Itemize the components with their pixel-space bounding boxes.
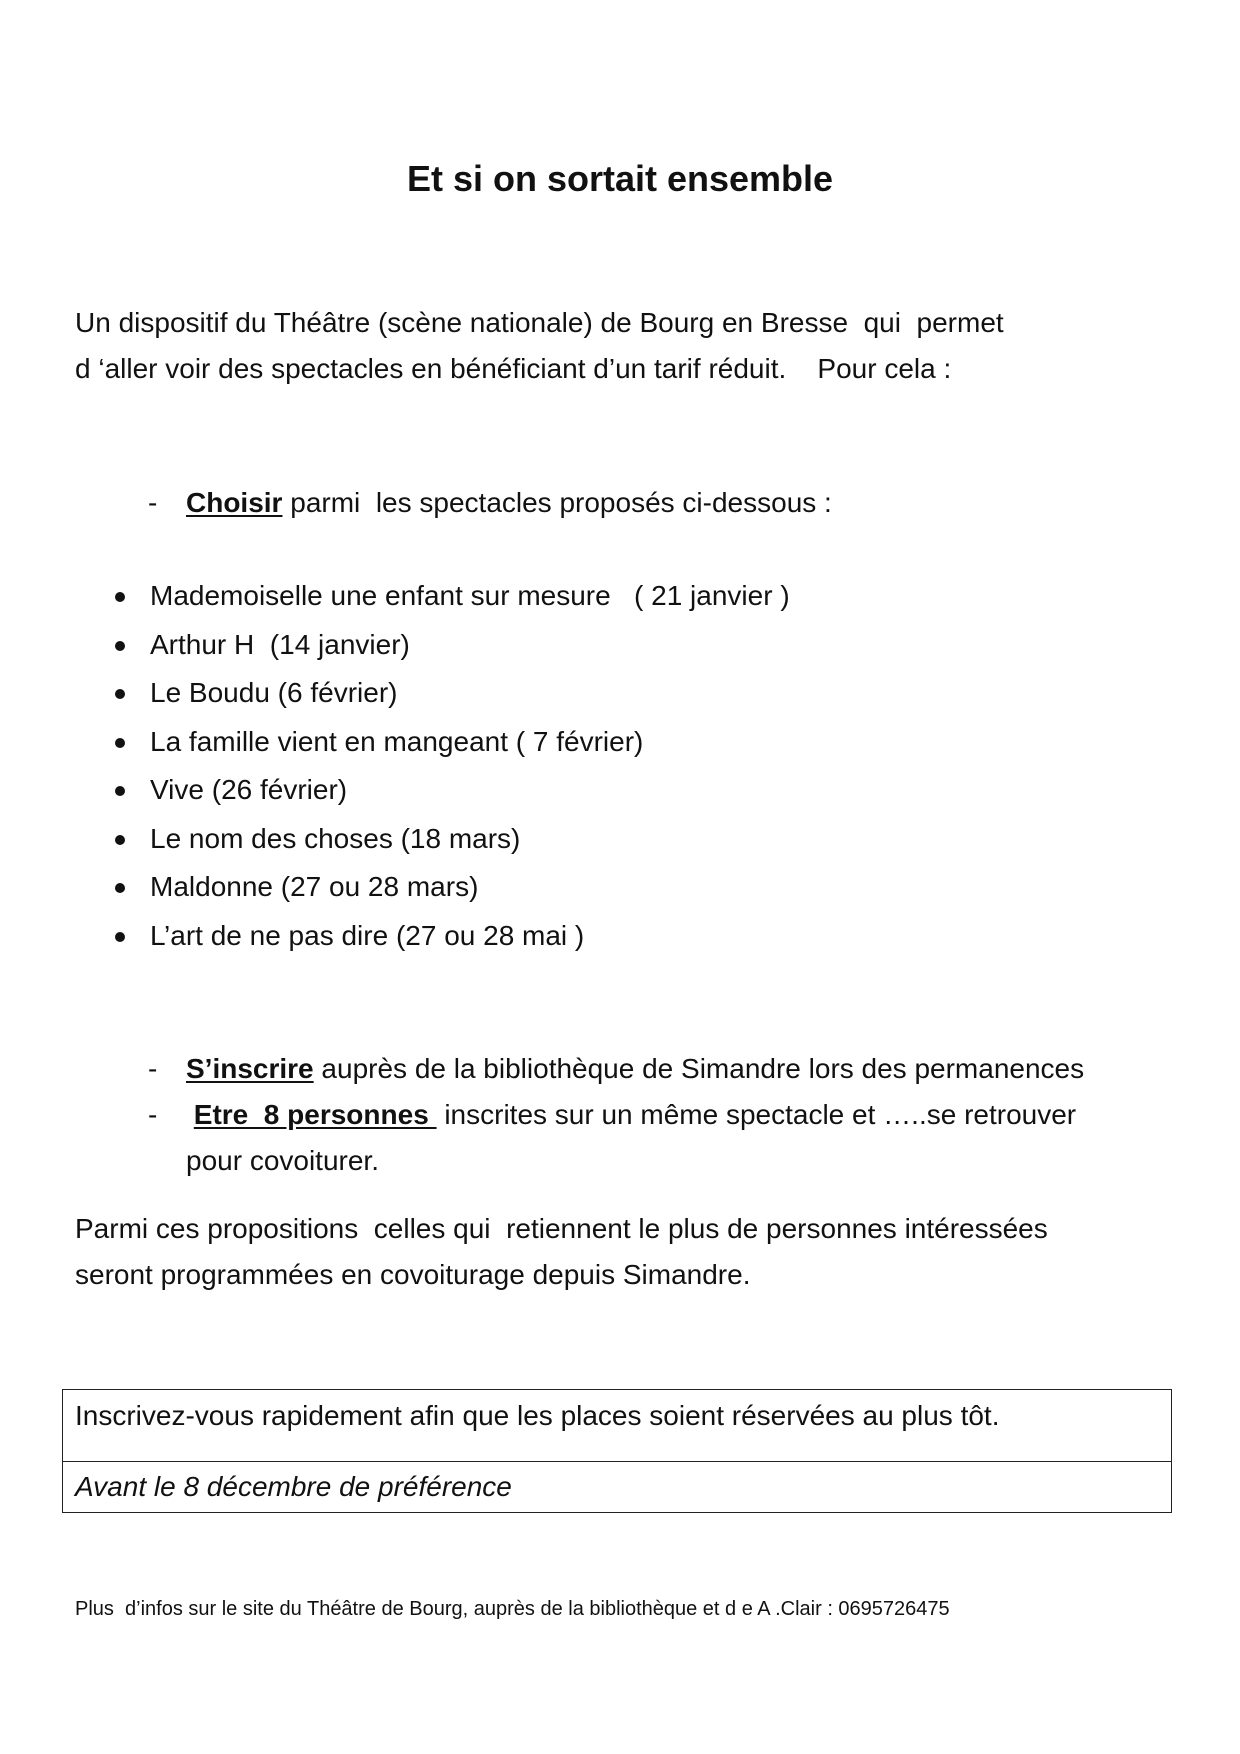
step-register-keyword: S’inscrire bbox=[186, 1053, 314, 1084]
closing-paragraph bbox=[75, 1206, 1175, 1298]
show-title: Mademoiselle une enfant sur mesure ( 21 janvier ) bbox=[150, 580, 790, 611]
list-item bbox=[115, 669, 790, 718]
bullet-icon bbox=[115, 835, 125, 845]
list-item bbox=[115, 718, 790, 767]
bullet-icon bbox=[115, 592, 125, 602]
footer-info: Plus d’infos sur le site du Théâtre de Bourg, auprès de la bibliothèque et d e A .Clair : 0695726475 bbox=[75, 1598, 950, 1620]
show-title: Le Boudu (6 février) bbox=[150, 677, 398, 708]
notice-row-main: Inscrivez-vous rapidement afin que les places soient réservées au plus tôt. bbox=[63, 1390, 1171, 1462]
step-register-text: auprès de la bibliothèque de Simandre lors des permanences bbox=[313, 1053, 1085, 1084]
step-group-continuation: pour covoiturer. bbox=[186, 1145, 379, 1176]
show-title: Vive (26 février) bbox=[150, 774, 348, 805]
step-group-keyword: Etre 8 personnes bbox=[193, 1099, 437, 1130]
closing-line-1: Parmi ces propositions celles qui retiennent le plus de personnes intéressées bbox=[75, 1213, 1048, 1244]
list-item bbox=[115, 815, 790, 864]
bullet-icon bbox=[115, 932, 125, 942]
list-item bbox=[115, 572, 790, 621]
bullet-icon bbox=[115, 738, 125, 748]
step-choose bbox=[148, 480, 832, 526]
closing-line-2: seront programmées en covoiturage depuis Simandre. bbox=[75, 1259, 751, 1290]
shows-list bbox=[115, 572, 790, 960]
dash-marker: - bbox=[148, 1053, 158, 1084]
bullet-icon bbox=[115, 786, 125, 796]
list-item bbox=[115, 863, 790, 912]
show-title: Le nom des choses (18 mars) bbox=[150, 822, 521, 854]
bullet-icon bbox=[115, 689, 125, 699]
dash-marker: - bbox=[148, 1099, 158, 1130]
step-register bbox=[148, 1046, 1084, 1092]
show-title: Maldonne (27 ou 28 mars) bbox=[150, 871, 479, 902]
list-item bbox=[115, 621, 790, 670]
list-item bbox=[115, 766, 790, 815]
step-group-text: inscrites sur un même spectacle et …..se retrouver bbox=[436, 1099, 1077, 1130]
show-title: L’art de ne pas dire (27 ou 28 mai ) bbox=[150, 919, 585, 951]
step-choose-text: parmi les spectacles proposés ci-dessous : bbox=[282, 487, 832, 518]
dash-marker: - bbox=[148, 487, 158, 518]
intro-paragraph bbox=[75, 300, 1175, 392]
intro-line-2: d ‘aller voir des spectacles en bénéficiant d’un tarif réduit. Pour cela : bbox=[75, 353, 952, 384]
intro-line-1: Un dispositif du Théâtre (scène nationale) de Bourg en Bresse qui permet bbox=[75, 307, 1004, 338]
page-title: Et si on sortait ensemble bbox=[406, 158, 834, 199]
notice-box bbox=[62, 1389, 1172, 1513]
show-title: Arthur H (14 janvier) bbox=[150, 628, 410, 660]
step-group bbox=[148, 1092, 1076, 1184]
list-item bbox=[115, 912, 790, 961]
bullet-icon bbox=[115, 883, 125, 893]
notice-row-deadline: Avant le 8 décembre de préférence bbox=[75, 1471, 512, 1502]
bullet-icon bbox=[115, 641, 125, 651]
step-choose-keyword: Choisir bbox=[186, 487, 283, 518]
show-title: La famille vient en mangeant ( 7 février) bbox=[150, 725, 644, 757]
